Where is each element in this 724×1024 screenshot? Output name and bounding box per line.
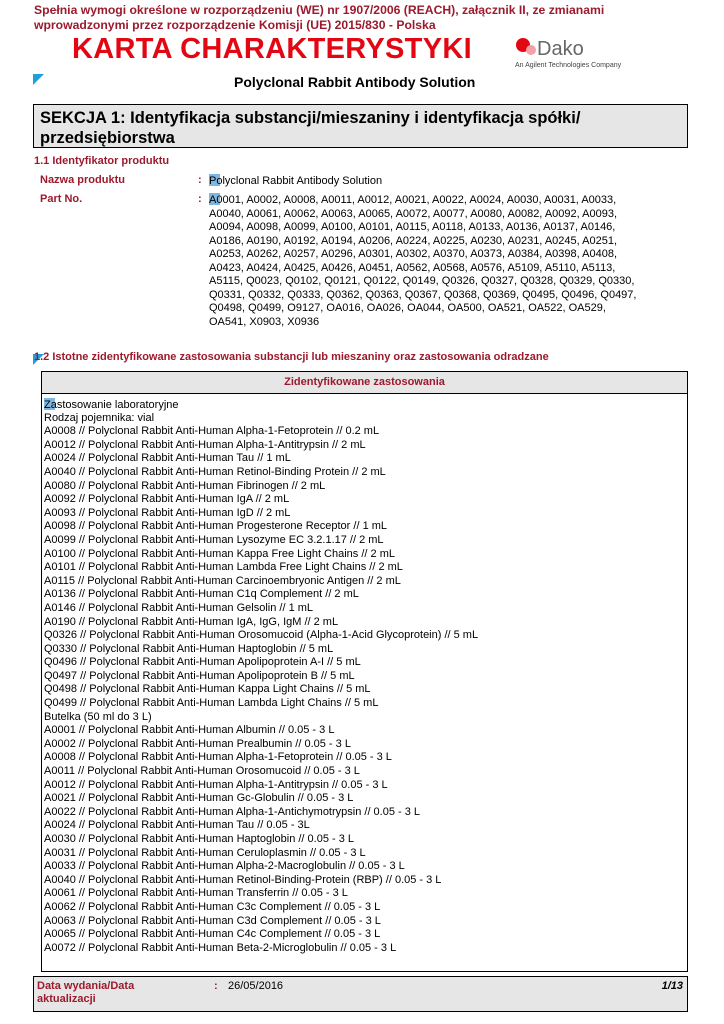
product-name-label: Nazwa produktu [40,174,125,186]
list-item: Rodzaj pojemnika: vial [44,411,155,424]
list-item: A0063 // Polyclonal Rabbit Anti-Human C3d Complement // 0.05 - 3 L [44,914,381,927]
page-number: 1/13 [661,980,683,992]
list-item: A0136 // Polyclonal Rabbit Anti-Human C1q Complement // 2 mL [44,588,359,601]
dako-logo [515,36,645,76]
part-no-line: Q0498, Q0499, O9127, OA016, OA026, OA044, OA500, OA521, OA522, OA529, [209,302,606,314]
list-item: Q0499 // Polyclonal Rabbit Anti-Human Lambda Light Chains // 5 mL [44,697,379,710]
list-item: Q0497 // Polyclonal Rabbit Anti-Human Apolipoprotein B // 5 mL [44,669,355,682]
list-item: A0030 // Polyclonal Rabbit Anti-Human Haptoglobin // 0.05 - 3 L [44,833,355,845]
list-item: A0098 // Polyclonal Rabbit Anti-Human Progesterone Receptor // 1 mL [44,520,388,533]
list-item: A0115 // Polyclonal Rabbit Anti-Human Carcinoembryonic Antigen // 2 mL [44,574,401,587]
section-1-title-line-1: SEKCJA 1: Identyfikacja substancji/mieszaniny i identyfikacja spółki/ [40,109,581,127]
list-item: A0002 // Polyclonal Rabbit Anti-Human Prealbumin // 0.05 - 3 L [44,737,351,750]
list-item: Zastosowanie laboratoryjne [44,399,179,411]
footer [33,976,688,1012]
part-no-line: A0253, A0262, A0257, A0296, A0301, A0302, A0370, A0373, A0384, A0398, A0408, [209,248,617,260]
part-no-line: A0040, A0061, A0062, A0063, A0065, A0072, A0077, A0080, A0082, A0092, A0093, [209,207,617,220]
list-item: A0062 // Polyclonal Rabbit Anti-Human C3c Complement // 0.05 - 3 L [44,900,381,913]
footer-date-label-line-2: aktualizacji [37,993,96,1005]
logo-subtitle: An Agilent Technologies Company [515,62,622,69]
subsection-1-1: 1.1 Identyfikator produktu [34,155,170,167]
regulation-text [34,3,634,33]
list-item: A0022 // Polyclonal Rabbit Anti-Human Alpha-1-Antichymotrypsin // 0.05 - 3 L [44,805,421,818]
dako-logo-icon [515,36,537,60]
product-title: Polyclonal Rabbit Antibody Solution [234,74,476,90]
part-no-colon: : [198,193,202,205]
part-no-line: Q0331, Q0332, Q0333, Q0362, Q0363, Q0367, Q0368, Q0369, Q0495, Q0496, Q0497, [209,288,637,301]
list-item: A0008 // Polyclonal Rabbit Anti-Human Alpha-1-Fetoprotein // 0.2 mL [44,425,380,438]
list-item: Q0496 // Polyclonal Rabbit Anti-Human Apolipoprotein A-I // 5 mL [44,656,361,669]
list-item: Q0330 // Polyclonal Rabbit Anti-Human Haptoglobin // 5 mL [44,642,334,655]
identified-uses-table [41,371,688,972]
list-item: A0099 // Polyclonal Rabbit Anti-Human Lysozyme EC 3.2.1.17 // 2 mL [44,533,384,546]
subsection-1-2: 1.2 Istotne zidentyfikowane zastosowania substancji lub mieszaniny oraz zastosowania odradzane [34,351,549,363]
list-item: A0065 // Polyclonal Rabbit Anti-Human C4c Complement // 0.05 - 3 L [44,928,381,941]
list-item: A0100 // Polyclonal Rabbit Anti-Human Kappa Free Light Chains // 2 mL [44,547,395,560]
list-item: A0024 // Polyclonal Rabbit Anti-Human Tau // 1 mL [44,452,291,465]
list-item: A0011 // Polyclonal Rabbit Anti-Human Orosomucoid // 0.05 - 3 L [44,765,360,778]
product-name-colon: : [198,174,202,186]
list-item: A0008 // Polyclonal Rabbit Anti-Human Alpha-1-Fetoprotein // 0.05 - 3 L [44,751,392,764]
list-item: Q0498 // Polyclonal Rabbit Anti-Human Kappa Light Chains // 5 mL [44,683,371,696]
list-item: A0061 // Polyclonal Rabbit Anti-Human Transferrin // 0.05 - 3 L [44,887,348,900]
list-item: A0040 // Polyclonal Rabbit Anti-Human Retinol-Binding-Protein (RBP) // 0.05 - 3 L [44,873,442,886]
uses-list [44,398,478,955]
list-item: A0146 // Polyclonal Rabbit Anti-Human Gelsolin // 1 mL [44,601,314,614]
regulation-line-2: wprowadzonymi przez rozporządzenie Komisji (UE) 2015/830 - Polska [34,18,436,32]
list-item: A0031 // Polyclonal Rabbit Anti-Human Ceruloplasmin // 0.05 - 3 L [44,846,366,859]
list-item: A0092 // Polyclonal Rabbit Anti-Human IgA // 2 mL [44,493,290,506]
footer-date-label-line-1: Data wydania/Data [37,980,135,992]
part-no-line: A0423, A0424, A0425, A0426, A0451, A0562, A0568, A0576, A5109, A5110, A5113, [209,261,616,274]
list-item: A0040 // Polyclonal Rabbit Anti-Human Retinol-Binding Protein // 2 mL [44,465,386,478]
list-item: A0012 // Polyclonal Rabbit Anti-Human Alpha-1-Antitrypsin // 2 mL [44,438,366,451]
list-item: A0093 // Polyclonal Rabbit Anti-Human IgD // 2 mL [44,506,291,519]
list-item: A0072 // Polyclonal Rabbit Anti-Human Beta-2-Microglobulin // 0.05 - 3 L [44,941,397,954]
part-no-line: A0001, A0002, A0008, A0011, A0012, A0021, A0022, A0024, A0030, A0031, A0033, [209,194,617,206]
part-no-line: A0186, A0190, A0192, A0194, A0206, A0224, A0225, A0230, A0231, A0245, A0251, [209,234,617,247]
list-item: A0101 // Polyclonal Rabbit Anti-Human Lambda Free Light Chains // 2 mL [44,561,403,574]
part-no-line: A0094, A0098, A0099, A0100, A0101, A0115, A0118, A0133, A0136, A0137, A0146, [209,221,616,233]
footer-date-label [37,980,157,1006]
part-no-value [209,193,689,329]
part-no-line: A5115, Q0023, Q0102, Q0121, Q0122, Q0149, Q0326, Q0327, Q0328, Q0329, Q0330, [209,275,635,287]
regulation-line-1: Spełnia wymogi określone w rozporządzeniu (WE) nr 1907/2006 (REACH), załącznik II, ze zmianami [34,3,605,17]
corner-marker-icon [33,74,44,85]
list-item: A0080 // Polyclonal Rabbit Anti-Human Fibrinogen // 2 mL [44,479,326,492]
list-item: A0190 // Polyclonal Rabbit Anti-Human IgA, IgG, IgM // 2 mL [44,615,339,628]
part-no-line: OA541, X0903, X0936 [209,315,320,328]
list-item: A0033 // Polyclonal Rabbit Anti-Human Alpha-2-Macroglobulin // 0.05 - 3 L [44,860,405,873]
document-title: KARTA CHARAKTERYSTYKI [72,33,472,65]
list-item: Q0326 // Polyclonal Rabbit Anti-Human Orosomucoid (Alpha-1-Acid Glycoprotein) // 5 mL [44,629,479,642]
part-no-label: Part No. [40,193,83,205]
section-1-title-line-2: przedsiębiorstwa [40,129,175,147]
footer-date-value: 26/05/2016 [228,980,284,992]
table-header: Zidentyfikowane zastosowania [42,372,687,394]
footer-colon: : [214,980,218,992]
list-item: A0024 // Polyclonal Rabbit Anti-Human Tau // 0.05 - 3L [44,819,310,832]
logo-name: Dako [537,38,584,60]
list-item: A0001 // Polyclonal Rabbit Anti-Human Albumin // 0.05 - 3 L [44,724,335,737]
list-item: A0012 // Polyclonal Rabbit Anti-Human Alpha-1-Antitrypsin // 0.05 - 3 L [44,778,388,791]
list-item: A0021 // Polyclonal Rabbit Anti-Human Gc-Globulin // 0.05 - 3 L [44,792,354,805]
product-name-text: Polyclonal Rabbit Antibody Solution [209,175,383,187]
product-name-value [209,174,689,189]
list-item: Butelka (50 ml do 3 L) [44,710,152,723]
section-1-heading [33,104,688,148]
